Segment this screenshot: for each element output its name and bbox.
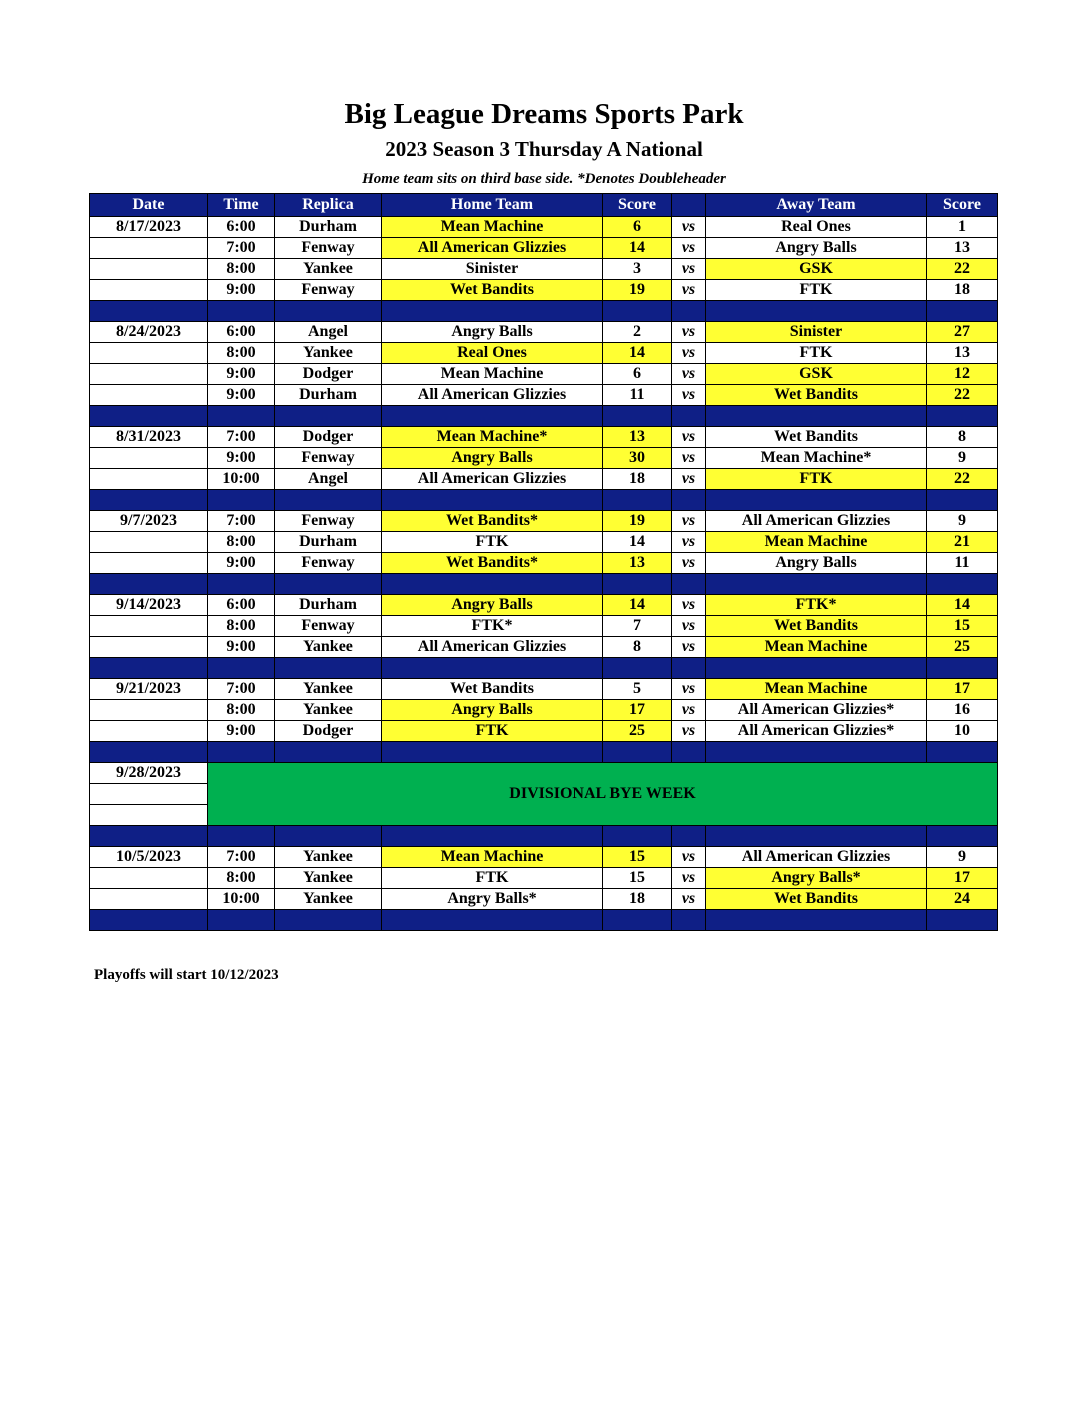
- replica-cell: Fenway: [275, 448, 382, 469]
- time-cell: 8:00: [208, 343, 275, 364]
- date-cell: 8/17/2023: [90, 217, 208, 238]
- game-row: [90, 427, 998, 448]
- replica-cell: Angel: [275, 469, 382, 490]
- vs-cell: vs: [672, 259, 706, 280]
- replica-cell: Yankee: [275, 868, 382, 889]
- separator-cell: [927, 910, 998, 931]
- separator-cell: [672, 406, 706, 427]
- date-cell: [90, 259, 208, 280]
- replica-cell: Fenway: [275, 280, 382, 301]
- separator-cell: [382, 301, 603, 322]
- vs-cell: vs: [672, 679, 706, 700]
- time-cell: 7:00: [208, 847, 275, 868]
- away-team-cell: Sinister: [706, 322, 927, 343]
- date-cell: [90, 238, 208, 259]
- game-row: [90, 553, 998, 574]
- home-score-cell: 2: [603, 322, 672, 343]
- away-score-cell: 9: [927, 847, 998, 868]
- away-score-cell: 24: [927, 889, 998, 910]
- home-team-cell: All American Glizzies: [382, 385, 603, 406]
- home-team-cell: Wet Bandits: [382, 280, 603, 301]
- home-team-cell: Angry Balls: [382, 595, 603, 616]
- away-score-cell: 27: [927, 322, 998, 343]
- time-cell: 9:00: [208, 448, 275, 469]
- game-row: [90, 868, 998, 889]
- away-score-cell: 9: [927, 448, 998, 469]
- replica-cell: Durham: [275, 595, 382, 616]
- vs-cell: vs: [672, 238, 706, 259]
- game-row: [90, 217, 998, 238]
- vs-cell: vs: [672, 721, 706, 742]
- away-score-cell: 22: [927, 259, 998, 280]
- home-score-cell: 14: [603, 343, 672, 364]
- separator-cell: [208, 490, 275, 511]
- game-row: [90, 847, 998, 868]
- game-row: [90, 700, 998, 721]
- separator-cell: [672, 910, 706, 931]
- separator-cell: [382, 658, 603, 679]
- away-team-cell: Wet Bandits: [706, 616, 927, 637]
- week-separator: [90, 301, 998, 322]
- replica-cell: Durham: [275, 532, 382, 553]
- separator-cell: [603, 658, 672, 679]
- vs-cell: vs: [672, 847, 706, 868]
- home-team-cell: Sinister: [382, 259, 603, 280]
- time-cell: 6:00: [208, 217, 275, 238]
- separator-cell: [706, 910, 927, 931]
- date-cell: 9/14/2023: [90, 595, 208, 616]
- home-team-cell: FTK: [382, 721, 603, 742]
- home-score-cell: 14: [603, 238, 672, 259]
- separator-cell: [382, 574, 603, 595]
- vs-cell: vs: [672, 553, 706, 574]
- date-cell: [90, 343, 208, 364]
- col-away-score: Score: [927, 194, 998, 217]
- separator-cell: [603, 406, 672, 427]
- home-score-cell: 25: [603, 721, 672, 742]
- home-team-cell: Angry Balls: [382, 322, 603, 343]
- replica-cell: Yankee: [275, 343, 382, 364]
- separator-cell: [927, 490, 998, 511]
- playoffs-footer: Playoffs will start 10/12/2023: [94, 967, 279, 983]
- home-team-cell: Mean Machine: [382, 217, 603, 238]
- date-cell: 9/7/2023: [90, 511, 208, 532]
- date-cell: [90, 553, 208, 574]
- away-team-cell: Mean Machine: [706, 532, 927, 553]
- game-row: [90, 595, 998, 616]
- replica-cell: Dodger: [275, 721, 382, 742]
- away-team-cell: FTK: [706, 469, 927, 490]
- time-cell: 10:00: [208, 889, 275, 910]
- time-cell: 9:00: [208, 364, 275, 385]
- away-team-cell: FTK*: [706, 595, 927, 616]
- home-score-cell: 6: [603, 364, 672, 385]
- page-title: Big League Dreams Sports Park: [344, 98, 744, 130]
- game-row: [90, 469, 998, 490]
- away-score-cell: 1: [927, 217, 998, 238]
- vs-cell: vs: [672, 889, 706, 910]
- separator-cell: [672, 742, 706, 763]
- separator-cell: [927, 301, 998, 322]
- away-score-cell: 25: [927, 637, 998, 658]
- home-score-cell: 19: [603, 511, 672, 532]
- home-score-cell: 18: [603, 469, 672, 490]
- separator-cell: [382, 742, 603, 763]
- home-score-cell: 8: [603, 637, 672, 658]
- away-score-cell: 17: [927, 868, 998, 889]
- date-cell: [90, 889, 208, 910]
- vs-cell: vs: [672, 322, 706, 343]
- vs-cell: vs: [672, 448, 706, 469]
- separator-cell: [275, 910, 382, 931]
- separator-cell: [90, 490, 208, 511]
- home-team-cell: Mean Machine*: [382, 427, 603, 448]
- separator-cell: [275, 574, 382, 595]
- game-row: [90, 721, 998, 742]
- separator-cell: [208, 826, 275, 847]
- away-team-cell: Angry Balls: [706, 553, 927, 574]
- replica-cell: Yankee: [275, 259, 382, 280]
- away-team-cell: FTK: [706, 343, 927, 364]
- time-cell: 7:00: [208, 427, 275, 448]
- date-cell: [90, 805, 208, 826]
- away-score-cell: 14: [927, 595, 998, 616]
- date-cell: 8/31/2023: [90, 427, 208, 448]
- away-score-cell: 8: [927, 427, 998, 448]
- date-cell: 10/5/2023: [90, 847, 208, 868]
- game-row: [90, 637, 998, 658]
- game-row: [90, 448, 998, 469]
- week-separator: [90, 826, 998, 847]
- home-team-cell: Mean Machine: [382, 364, 603, 385]
- time-cell: 7:00: [208, 511, 275, 532]
- separator-cell: [90, 406, 208, 427]
- week-separator: [90, 910, 998, 931]
- home-team-cell: Wet Bandits: [382, 679, 603, 700]
- game-row: [90, 280, 998, 301]
- game-row: [90, 259, 998, 280]
- vs-cell: vs: [672, 868, 706, 889]
- replica-cell: Yankee: [275, 847, 382, 868]
- separator-cell: [275, 742, 382, 763]
- separator-cell: [927, 406, 998, 427]
- separator-cell: [603, 910, 672, 931]
- replica-cell: Fenway: [275, 616, 382, 637]
- home-team-cell: Real Ones: [382, 343, 603, 364]
- replica-cell: Dodger: [275, 427, 382, 448]
- replica-cell: Yankee: [275, 637, 382, 658]
- home-team-cell: Mean Machine: [382, 847, 603, 868]
- separator-cell: [672, 301, 706, 322]
- away-team-cell: Mean Machine*: [706, 448, 927, 469]
- separator-cell: [927, 574, 998, 595]
- date-cell: [90, 364, 208, 385]
- date-cell: [90, 532, 208, 553]
- time-cell: 9:00: [208, 721, 275, 742]
- home-score-cell: 13: [603, 553, 672, 574]
- separator-cell: [706, 490, 927, 511]
- doubleheader-note: Home team sits on third base side. *Denotes Doubleheader: [362, 171, 726, 187]
- home-score-cell: 14: [603, 532, 672, 553]
- date-cell: [90, 469, 208, 490]
- away-team-cell: All American Glizzies: [706, 511, 927, 532]
- separator-cell: [603, 301, 672, 322]
- away-team-cell: Real Ones: [706, 217, 927, 238]
- separator-cell: [927, 826, 998, 847]
- vs-cell: vs: [672, 469, 706, 490]
- home-team-cell: All American Glizzies: [382, 469, 603, 490]
- col-vs: [672, 194, 706, 217]
- home-score-cell: 6: [603, 217, 672, 238]
- time-cell: 7:00: [208, 679, 275, 700]
- away-team-cell: All American Glizzies*: [706, 721, 927, 742]
- separator-cell: [672, 574, 706, 595]
- week-separator: [90, 406, 998, 427]
- replica-cell: Durham: [275, 385, 382, 406]
- date-cell: [90, 784, 208, 805]
- game-row: [90, 889, 998, 910]
- separator-cell: [706, 574, 927, 595]
- replica-cell: Angel: [275, 322, 382, 343]
- replica-cell: Fenway: [275, 553, 382, 574]
- away-team-cell: All American Glizzies*: [706, 700, 927, 721]
- away-score-cell: 18: [927, 280, 998, 301]
- vs-cell: vs: [672, 532, 706, 553]
- separator-cell: [706, 742, 927, 763]
- time-cell: 7:00: [208, 238, 275, 259]
- home-score-cell: 14: [603, 595, 672, 616]
- separator-cell: [208, 574, 275, 595]
- away-team-cell: Mean Machine: [706, 679, 927, 700]
- col-away-team: Away Team: [706, 194, 927, 217]
- home-team-cell: FTK: [382, 532, 603, 553]
- col-home-score: Score: [603, 194, 672, 217]
- separator-cell: [927, 658, 998, 679]
- away-team-cell: FTK: [706, 280, 927, 301]
- away-team-cell: GSK: [706, 259, 927, 280]
- vs-cell: vs: [672, 616, 706, 637]
- time-cell: 10:00: [208, 469, 275, 490]
- week-separator: [90, 742, 998, 763]
- away-team-cell: Wet Bandits: [706, 385, 927, 406]
- home-team-cell: All American Glizzies: [382, 637, 603, 658]
- separator-cell: [275, 301, 382, 322]
- date-cell: [90, 637, 208, 658]
- time-cell: 6:00: [208, 595, 275, 616]
- separator-cell: [208, 301, 275, 322]
- away-team-cell: Wet Bandits: [706, 889, 927, 910]
- week-separator: [90, 658, 998, 679]
- away-team-cell: Angry Balls: [706, 238, 927, 259]
- bye-week-banner: DIVISIONAL BYE WEEK: [208, 763, 998, 826]
- vs-cell: vs: [672, 511, 706, 532]
- home-team-cell: Wet Bandits*: [382, 511, 603, 532]
- separator-cell: [927, 742, 998, 763]
- replica-cell: Durham: [275, 217, 382, 238]
- time-cell: 8:00: [208, 868, 275, 889]
- separator-cell: [90, 910, 208, 931]
- col-home-team: Home Team: [382, 194, 603, 217]
- away-team-cell: All American Glizzies: [706, 847, 927, 868]
- home-team-cell: FTK: [382, 868, 603, 889]
- date-cell: [90, 280, 208, 301]
- separator-cell: [382, 490, 603, 511]
- away-team-cell: Angry Balls*: [706, 868, 927, 889]
- page-subtitle: 2023 Season 3 Thursday A National: [385, 137, 703, 161]
- game-row: [90, 616, 998, 637]
- separator-cell: [275, 406, 382, 427]
- vs-cell: vs: [672, 364, 706, 385]
- date-cell: [90, 868, 208, 889]
- vs-cell: vs: [672, 637, 706, 658]
- game-row: [90, 238, 998, 259]
- separator-cell: [382, 826, 603, 847]
- game-row: [90, 385, 998, 406]
- date-cell: [90, 385, 208, 406]
- time-cell: 9:00: [208, 637, 275, 658]
- col-date: Date: [90, 194, 208, 217]
- vs-cell: vs: [672, 385, 706, 406]
- game-row: [90, 343, 998, 364]
- away-score-cell: 16: [927, 700, 998, 721]
- home-score-cell: 7: [603, 616, 672, 637]
- time-cell: 8:00: [208, 532, 275, 553]
- away-score-cell: 13: [927, 238, 998, 259]
- home-score-cell: 15: [603, 847, 672, 868]
- replica-cell: Dodger: [275, 364, 382, 385]
- week-separator: [90, 490, 998, 511]
- replica-cell: Yankee: [275, 700, 382, 721]
- home-score-cell: 11: [603, 385, 672, 406]
- home-team-cell: Wet Bandits*: [382, 553, 603, 574]
- date-cell: [90, 700, 208, 721]
- home-score-cell: 18: [603, 889, 672, 910]
- time-cell: 9:00: [208, 385, 275, 406]
- replica-cell: Yankee: [275, 679, 382, 700]
- bye-row: [90, 763, 998, 784]
- separator-cell: [603, 574, 672, 595]
- game-row: [90, 679, 998, 700]
- vs-cell: vs: [672, 217, 706, 238]
- separator-cell: [275, 658, 382, 679]
- home-team-cell: Angry Balls*: [382, 889, 603, 910]
- time-cell: 9:00: [208, 553, 275, 574]
- date-cell: 8/24/2023: [90, 322, 208, 343]
- replica-cell: Fenway: [275, 511, 382, 532]
- away-team-cell: Wet Bandits: [706, 427, 927, 448]
- separator-cell: [706, 301, 927, 322]
- separator-cell: [208, 658, 275, 679]
- away-score-cell: 21: [927, 532, 998, 553]
- vs-cell: vs: [672, 700, 706, 721]
- separator-cell: [90, 301, 208, 322]
- separator-cell: [208, 406, 275, 427]
- away-score-cell: 13: [927, 343, 998, 364]
- separator-cell: [706, 826, 927, 847]
- separator-cell: [208, 910, 275, 931]
- home-score-cell: 15: [603, 868, 672, 889]
- separator-cell: [382, 406, 603, 427]
- schedule-table: [89, 193, 998, 931]
- away-team-cell: GSK: [706, 364, 927, 385]
- home-score-cell: 3: [603, 259, 672, 280]
- game-row: [90, 322, 998, 343]
- separator-cell: [208, 742, 275, 763]
- home-score-cell: 19: [603, 280, 672, 301]
- separator-cell: [706, 658, 927, 679]
- time-cell: 6:00: [208, 322, 275, 343]
- separator-cell: [275, 490, 382, 511]
- game-row: [90, 511, 998, 532]
- date-cell: [90, 616, 208, 637]
- vs-cell: vs: [672, 427, 706, 448]
- away-score-cell: 22: [927, 469, 998, 490]
- away-score-cell: 10: [927, 721, 998, 742]
- game-row: [90, 364, 998, 385]
- separator-cell: [90, 826, 208, 847]
- time-cell: 8:00: [208, 259, 275, 280]
- schedule-body: [90, 217, 998, 931]
- vs-cell: vs: [672, 343, 706, 364]
- home-team-cell: FTK*: [382, 616, 603, 637]
- home-team-cell: Angry Balls: [382, 448, 603, 469]
- game-row: [90, 532, 998, 553]
- separator-cell: [672, 658, 706, 679]
- separator-cell: [672, 826, 706, 847]
- separator-cell: [603, 490, 672, 511]
- vs-cell: vs: [672, 280, 706, 301]
- date-cell: [90, 721, 208, 742]
- date-cell: [90, 448, 208, 469]
- separator-cell: [90, 658, 208, 679]
- date-cell: 9/21/2023: [90, 679, 208, 700]
- away-score-cell: 11: [927, 553, 998, 574]
- separator-cell: [603, 826, 672, 847]
- vs-cell: vs: [672, 595, 706, 616]
- away-team-cell: Mean Machine: [706, 637, 927, 658]
- replica-cell: Fenway: [275, 238, 382, 259]
- replica-cell: Yankee: [275, 889, 382, 910]
- away-score-cell: 12: [927, 364, 998, 385]
- away-score-cell: 22: [927, 385, 998, 406]
- home-team-cell: Angry Balls: [382, 700, 603, 721]
- week-separator: [90, 574, 998, 595]
- col-replica: Replica: [275, 194, 382, 217]
- separator-cell: [706, 406, 927, 427]
- home-team-cell: All American Glizzies: [382, 238, 603, 259]
- time-cell: 8:00: [208, 700, 275, 721]
- separator-cell: [90, 742, 208, 763]
- separator-cell: [382, 910, 603, 931]
- home-score-cell: 13: [603, 427, 672, 448]
- away-score-cell: 15: [927, 616, 998, 637]
- header-row: [90, 194, 998, 217]
- home-score-cell: 5: [603, 679, 672, 700]
- separator-cell: [603, 742, 672, 763]
- date-cell: 9/28/2023: [90, 763, 208, 784]
- time-cell: 8:00: [208, 616, 275, 637]
- home-score-cell: 30: [603, 448, 672, 469]
- away-score-cell: 17: [927, 679, 998, 700]
- away-score-cell: 9: [927, 511, 998, 532]
- separator-cell: [275, 826, 382, 847]
- separator-cell: [90, 574, 208, 595]
- separator-cell: [672, 490, 706, 511]
- home-score-cell: 17: [603, 700, 672, 721]
- col-time: Time: [208, 194, 275, 217]
- time-cell: 9:00: [208, 280, 275, 301]
